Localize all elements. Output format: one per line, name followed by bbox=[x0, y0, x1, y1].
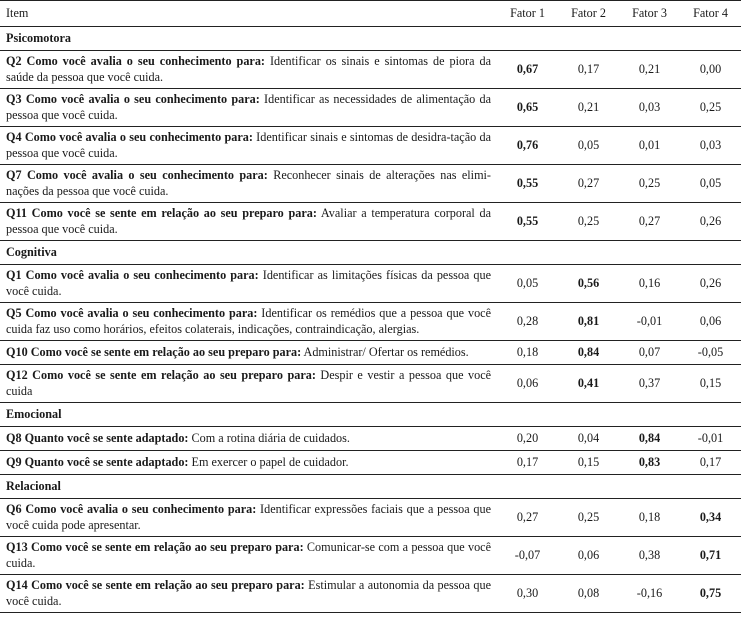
item-question-text: Estimular a autonomia da pessoa que você cuida. bbox=[6, 578, 491, 608]
fator-1-value: 0,55 bbox=[497, 203, 558, 241]
fator-4-value: -0,01 bbox=[680, 427, 741, 451]
fator-3-value: 0,27 bbox=[619, 203, 680, 241]
item-question-lead: Q4 Como você avalia o seu conhecimento para: bbox=[6, 130, 253, 145]
item-question-lead: Q1 Como você avalia o seu conhecimento para: bbox=[6, 268, 259, 283]
fator-2-value: 0,05 bbox=[558, 127, 619, 165]
fator-4-value: 0,05 bbox=[680, 165, 741, 203]
item-question-lead: Q13 Como você se sente em relação ao seu preparo para: bbox=[6, 540, 304, 555]
section-title: Emocional bbox=[0, 403, 741, 427]
fator-1-value: 0,28 bbox=[497, 303, 558, 341]
table-row bbox=[0, 303, 741, 341]
table-row bbox=[0, 341, 741, 365]
fator-1-value: 0,05 bbox=[497, 265, 558, 303]
item-cell bbox=[0, 451, 497, 475]
fator-2-value: 0,04 bbox=[558, 427, 619, 451]
section-title: Relacional bbox=[0, 475, 741, 499]
fator-3-value: -0,01 bbox=[619, 303, 680, 341]
item-question-text: Avaliar a temperatura corporal da pessoa que você cuida. bbox=[6, 206, 491, 236]
item-question-text: Com a rotina diária de cuidados. bbox=[188, 430, 350, 445]
section-title: Psicomotora bbox=[0, 27, 741, 51]
fator-3-value: 0,83 bbox=[619, 451, 680, 475]
header-row bbox=[0, 1, 741, 27]
fator-4-value: 0,00 bbox=[680, 51, 741, 89]
table-row bbox=[0, 499, 741, 537]
fator-2-value: 0,25 bbox=[558, 499, 619, 537]
item-question-text: Reconhecer sinais de alterações nas elimi-nações da pessoa que você cuida. bbox=[6, 168, 491, 198]
item-cell bbox=[0, 51, 497, 89]
fator-2-value: 0,06 bbox=[558, 537, 619, 575]
item-question-text: Despir e vestir a pessoa que você cuida bbox=[6, 368, 492, 398]
table-row bbox=[0, 89, 741, 127]
fator-1-value: 0,76 bbox=[497, 127, 558, 165]
fator-3-value: 0,03 bbox=[619, 89, 680, 127]
item-question-text: Em exercer o papel de cuidador. bbox=[188, 454, 349, 469]
item-question-lead: Q7 Como você avalia o seu conhecimento para: bbox=[6, 168, 268, 183]
item-question-lead: Q3 Como você avalia o seu conhecimento para: bbox=[6, 92, 260, 107]
item-cell bbox=[0, 89, 497, 127]
header-item: Item bbox=[0, 1, 497, 27]
item-cell bbox=[0, 203, 497, 241]
header-fator-3: Fator 3 bbox=[619, 1, 680, 27]
item-question-text: Identificar os remédios que a pessoa que você cuida faz uso como horários, efeitos colaterais, indicações, contraindicação, alergias. bbox=[6, 306, 491, 336]
header-fator-1: Fator 1 bbox=[497, 1, 558, 27]
fator-4-value: 0,34 bbox=[680, 499, 741, 537]
item-question-lead: Q6 Como você avalia o seu conhecimento para: bbox=[6, 502, 257, 517]
fator-1-value: 0,18 bbox=[497, 341, 558, 365]
fator-4-value: 0,03 bbox=[680, 127, 741, 165]
fator-2-value: 0,56 bbox=[558, 265, 619, 303]
fator-3-value: 0,25 bbox=[619, 165, 680, 203]
section-row bbox=[0, 27, 741, 51]
item-question-lead: Q8 Quanto você se sente adaptado: bbox=[6, 430, 189, 445]
item-cell bbox=[0, 537, 497, 575]
fator-3-value: 0,18 bbox=[619, 499, 680, 537]
item-question-lead: Q9 Quanto você se sente adaptado: bbox=[6, 454, 189, 469]
table-row bbox=[0, 365, 741, 403]
fator-2-value: 0,81 bbox=[558, 303, 619, 341]
fator-3-value: -0,16 bbox=[619, 575, 680, 613]
item-cell bbox=[0, 499, 497, 537]
item-cell bbox=[0, 165, 497, 203]
fator-1-value: -0,07 bbox=[497, 537, 558, 575]
table-row bbox=[0, 451, 741, 475]
item-cell bbox=[0, 127, 497, 165]
fator-3-value: 0,21 bbox=[619, 51, 680, 89]
fator-3-value: 0,07 bbox=[619, 341, 680, 365]
fator-4-value: 0,75 bbox=[680, 575, 741, 613]
item-question-text: Identificar os sinais e sintomas de piora da saúde da pessoa que você cuida. bbox=[6, 54, 491, 84]
fator-2-value: 0,15 bbox=[558, 451, 619, 475]
header-fator-4: Fator 4 bbox=[680, 1, 741, 27]
item-question-lead: Q11 Como você se sente em relação ao seu preparo para: bbox=[6, 206, 317, 221]
fator-2-value: 0,25 bbox=[558, 203, 619, 241]
fator-2-value: 0,17 bbox=[558, 51, 619, 89]
fator-1-value: 0,27 bbox=[497, 499, 558, 537]
table-row bbox=[0, 427, 741, 451]
table-row bbox=[0, 537, 741, 575]
item-question-text: Identificar sinais e sintomas de desidra-tação da pessoa que você cuida. bbox=[6, 130, 491, 160]
section-row bbox=[0, 403, 741, 427]
fator-2-value: 0,21 bbox=[558, 89, 619, 127]
item-question-text: Administrar/ Ofertar os remédios. bbox=[301, 344, 469, 359]
fator-2-value: 0,27 bbox=[558, 165, 619, 203]
fator-4-value: 0,15 bbox=[680, 365, 741, 403]
item-question-text: Identificar expressões faciais que a pessoa que você cuida pode apresentar. bbox=[6, 502, 491, 532]
fator-3-value: 0,84 bbox=[619, 427, 680, 451]
section-row bbox=[0, 241, 741, 265]
table-row bbox=[0, 165, 741, 203]
fator-4-value: 0,71 bbox=[680, 537, 741, 575]
fator-1-value: 0,65 bbox=[497, 89, 558, 127]
fator-4-value: 0,26 bbox=[680, 203, 741, 241]
item-cell bbox=[0, 341, 497, 365]
fator-4-value: 0,26 bbox=[680, 265, 741, 303]
fator-1-value: 0,06 bbox=[497, 365, 558, 403]
fator-1-value: 0,17 bbox=[497, 451, 558, 475]
section-title: Cognitiva bbox=[0, 241, 741, 265]
table-row bbox=[0, 127, 741, 165]
header-fator-2: Fator 2 bbox=[558, 1, 619, 27]
fator-3-value: 0,16 bbox=[619, 265, 680, 303]
table-row bbox=[0, 265, 741, 303]
fator-3-value: 0,01 bbox=[619, 127, 680, 165]
table-row bbox=[0, 575, 741, 613]
item-cell bbox=[0, 265, 497, 303]
fator-1-value: 0,55 bbox=[497, 165, 558, 203]
fator-4-value: 0,25 bbox=[680, 89, 741, 127]
item-question-lead: Q14 Como você se sente em relação ao seu preparo para: bbox=[6, 578, 305, 593]
item-question-lead: Q10 Como você se sente em relação ao seu preparo para: bbox=[6, 344, 302, 359]
fator-3-value: 0,38 bbox=[619, 537, 680, 575]
item-question-lead: Q5 Como você avalia o seu conhecimento para: bbox=[6, 306, 258, 321]
fator-3-value: 0,37 bbox=[619, 365, 680, 403]
section-row bbox=[0, 475, 741, 499]
fator-1-value: 0,67 bbox=[497, 51, 558, 89]
table-body bbox=[0, 27, 741, 613]
item-cell bbox=[0, 365, 497, 403]
item-cell bbox=[0, 303, 497, 341]
table-row bbox=[0, 51, 741, 89]
item-cell bbox=[0, 575, 497, 613]
item-cell bbox=[0, 427, 497, 451]
fator-4-value: 0,06 bbox=[680, 303, 741, 341]
fator-4-value: -0,05 bbox=[680, 341, 741, 365]
table-header bbox=[0, 1, 741, 27]
fator-2-value: 0,84 bbox=[558, 341, 619, 365]
item-question-text: Identificar as limitações físicas da pessoa que você cuida. bbox=[6, 268, 491, 298]
fator-1-value: 0,20 bbox=[497, 427, 558, 451]
item-question-text: Identificar as necessidades de alimentação da pessoa que você cuida. bbox=[6, 92, 491, 122]
table-row bbox=[0, 203, 741, 241]
item-question-text: Comunicar-se com a pessoa que você cuida. bbox=[6, 540, 491, 570]
fator-2-value: 0,41 bbox=[558, 365, 619, 403]
item-question-lead: Q12 Como você se sente em relação ao seu preparo para: bbox=[6, 368, 316, 383]
fator-1-value: 0,30 bbox=[497, 575, 558, 613]
fator-4-value: 0,17 bbox=[680, 451, 741, 475]
fator-2-value: 0,08 bbox=[558, 575, 619, 613]
item-question-lead: Q2 Como você avalia o seu conhecimento para: bbox=[6, 54, 265, 69]
